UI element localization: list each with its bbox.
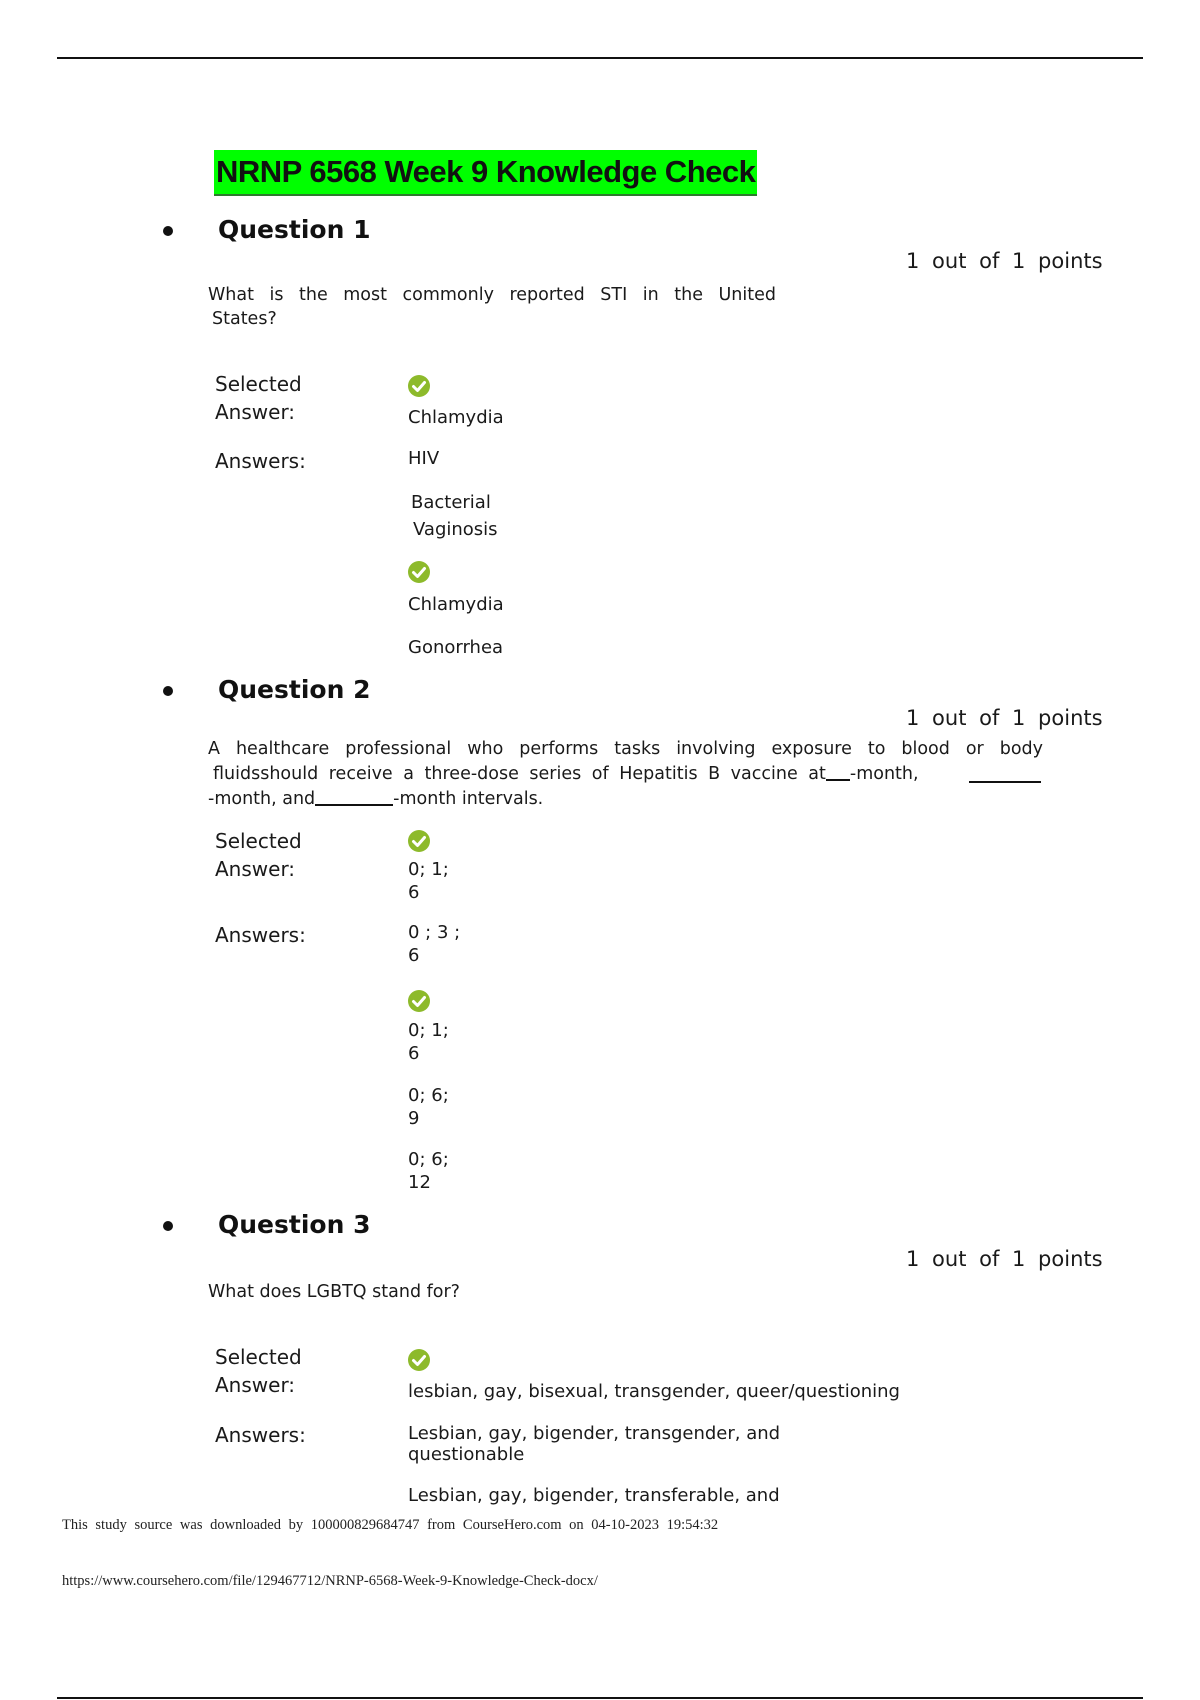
question-1-selected-label: Selected Answer: bbox=[215, 372, 302, 424]
check-icon bbox=[408, 1349, 430, 1371]
question-3-heading: Question 3 bbox=[218, 1210, 371, 1239]
answer-option: Lesbian, gay, bigender, transgender, and questionable bbox=[408, 1423, 781, 1465]
question-2-heading: Question 2 bbox=[218, 675, 371, 704]
answer-option: Chlamydia bbox=[408, 594, 504, 615]
bullet-icon bbox=[163, 1221, 173, 1231]
bullet-icon bbox=[163, 686, 173, 696]
check-icon bbox=[408, 375, 430, 397]
answer-option: 0; 6; 12 bbox=[408, 1149, 449, 1193]
source-url: https://www.coursehero.com/file/129467712/NRNP-6568-Week-9-Knowledge-Check-docx/ bbox=[62, 1573, 598, 1589]
answer-option: 0; 1; 6 bbox=[408, 1020, 449, 1064]
fill-blank bbox=[969, 763, 1041, 783]
answer-option: Gonorrhea bbox=[408, 637, 504, 658]
question-1-selected-answer: Chlamydia bbox=[408, 407, 504, 428]
question-2-text-line2: fluidsshould receive a three-dose series of Hepatitis B vaccine at -month, bbox=[213, 761, 1043, 786]
top-rule bbox=[57, 57, 1143, 59]
question-2-text-line1: A healthcare professional who performs tasks involving exposure to blood or body bbox=[208, 739, 1043, 759]
check-icon bbox=[408, 830, 430, 852]
fill-blank bbox=[315, 786, 393, 806]
answer-option: HIV bbox=[408, 448, 440, 469]
question-3-selected-answer: lesbian, gay, bisexual, transgender, queer/questioning bbox=[408, 1381, 900, 1402]
question-2-text-line3: -month, and -month intervals. bbox=[208, 786, 543, 811]
bullet-icon bbox=[163, 226, 173, 236]
question-2-selected-label: Selected Answer: bbox=[215, 829, 302, 881]
question-2-points: 1 out of 1 points bbox=[906, 706, 1103, 730]
question-1-text-line2: States? bbox=[212, 309, 277, 329]
document-title: NRNP 6568 Week 9 Knowledge Check bbox=[214, 150, 757, 196]
question-1-heading: Question 1 bbox=[218, 215, 371, 244]
answer-option: 0; 6; 9 bbox=[408, 1085, 449, 1129]
question-1-text bbox=[208, 283, 776, 307]
check-icon bbox=[408, 990, 430, 1012]
answer-option: Lesbian, gay, bigender, transferable, and bbox=[408, 1485, 780, 1506]
question-3-points: 1 out of 1 points bbox=[906, 1247, 1103, 1271]
answer-option: Vaginosis bbox=[413, 519, 498, 540]
bottom-rule bbox=[57, 1697, 1143, 1699]
download-source-note: This study source was downloaded by 100000829684747 from CourseHero.com on 04-10-2023 19:54:32 bbox=[62, 1517, 719, 1533]
answer-option: Bacterial bbox=[411, 492, 491, 513]
question-3-text: What does LGBTQ stand for? bbox=[208, 1282, 460, 1302]
question-1-answers-label: Answers: bbox=[215, 449, 306, 473]
question-1-points: 1 out of 1 points bbox=[906, 249, 1103, 273]
question-1-text-line1: What is the most commonly reported STI in the United bbox=[208, 285, 776, 305]
question-2-selected-answer: 0; 1; 6 bbox=[408, 859, 449, 903]
check-icon bbox=[408, 561, 430, 583]
question-3-selected-label: Selected Answer: bbox=[215, 1345, 302, 1397]
answer-option: 0 ; 3 ; 6 bbox=[408, 922, 461, 966]
question-2-answers-label: Answers: bbox=[215, 923, 306, 947]
fill-blank bbox=[826, 761, 850, 781]
question-3-answers-label: Answers: bbox=[215, 1423, 306, 1447]
